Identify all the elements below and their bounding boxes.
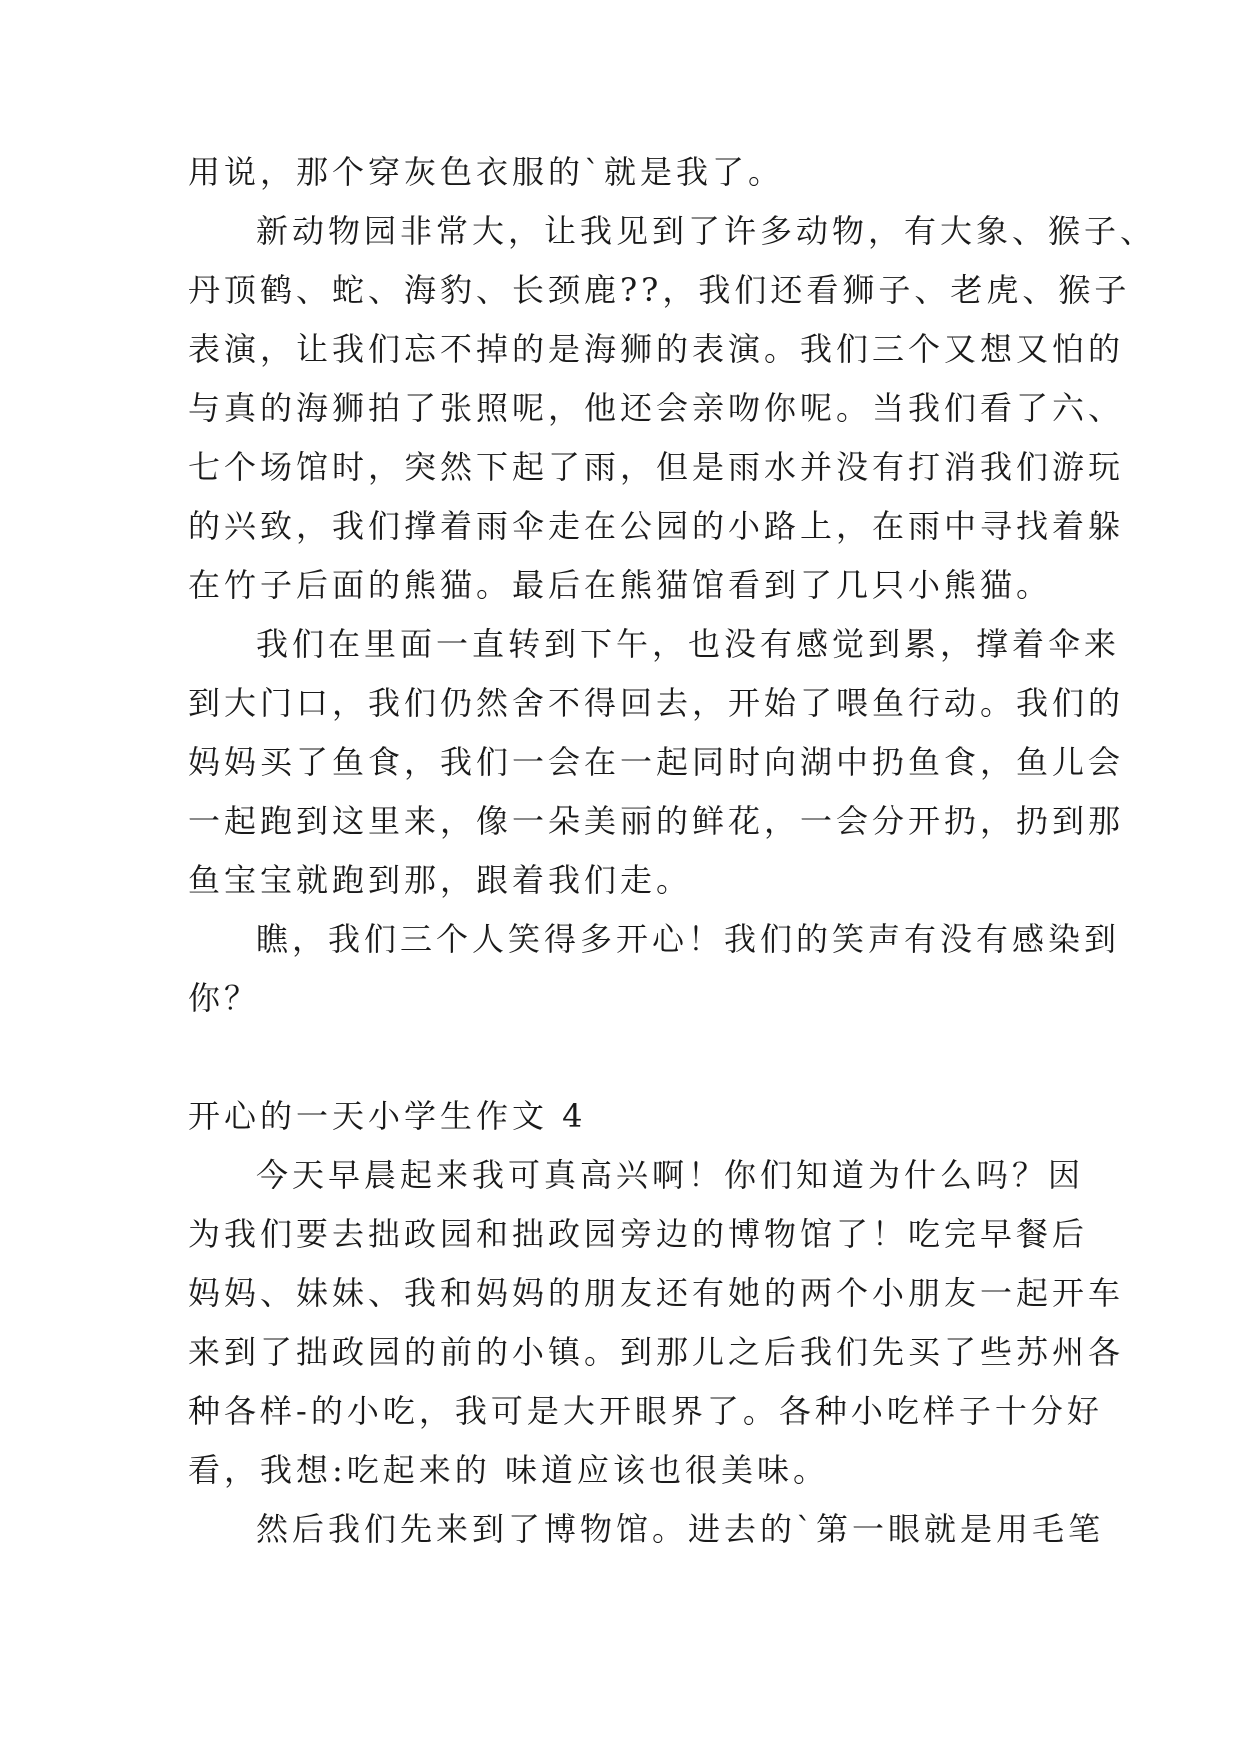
paragraph-first-line: 我们在里面一直转到下午，也没有感觉到累，撑着伞来 — [256, 625, 1121, 663]
text-line: 到大门口，我们仍然舍不得回去，开始了喂鱼行动。我们的 — [188, 684, 1125, 722]
text-line: 丹顶鹤、蛇、海豹、长颈鹿??，我们还看狮子、老虎、猴子 — [188, 271, 1131, 309]
paragraph-first-line: 瞧，我们三个人笑得多开心！我们的笑声有没有感染到 — [256, 920, 1121, 958]
text-line: 鱼宝宝就跑到那，跟着我们走。 — [188, 861, 693, 899]
paragraph-first-line: 今天早晨起来我可真高兴啊！你们知道为什么吗？因 — [256, 1156, 1085, 1194]
text-line: 与真的海狮拍了张照呢，他还会亲吻你呢。当我们看了六、 — [188, 389, 1125, 427]
text-line: 来到了拙政园的前的小镇。到那儿之后我们先买了些苏州各 — [188, 1333, 1125, 1371]
text-line: 在竹子后面的熊猫。最后在熊猫馆看到了几只小熊猫。 — [188, 566, 1053, 604]
paragraph-first-line: 然后我们先来到了博物馆。进去的`第一眼就是用毛笔 — [256, 1510, 1105, 1548]
text-line: 妈妈买了鱼食，我们一会在一起同时向湖中扔鱼食，鱼儿会 — [188, 743, 1125, 781]
text-line: 七个场馆时，突然下起了雨，但是雨水并没有打消我们游玩 — [188, 448, 1125, 486]
text-line: 一起跑到这里来，像一朵美丽的鲜花，一会分开扔，扔到那 — [188, 802, 1125, 840]
text-line: 看，我想:吃起来的 味道应该也很美味。 — [188, 1451, 829, 1489]
text-line: 妈妈、妹妹、我和妈妈的朋友还有她的两个小朋友一起开车 — [188, 1274, 1125, 1312]
text-line: 种各样-的小吃，我可是大开眼界了。各种小吃样子十分好 — [188, 1392, 1103, 1430]
section-heading: 开心的一天小学生作文 4 — [188, 1097, 587, 1135]
text-line: 为我们要去拙政园和拙政园旁边的博物馆了！吃完早餐后 — [188, 1215, 1089, 1253]
text-line: 的兴致，我们撑着雨伞走在公园的小路上，在雨中寻找着躲 — [188, 507, 1125, 545]
text-line: 表演，让我们忘不掉的是海狮的表演。我们三个又想又怕的 — [188, 330, 1125, 368]
text-line: 你？ — [188, 979, 261, 1017]
paragraph-first-line: 新动物园非常大，让我见到了许多动物，有大象、猴子、 — [256, 212, 1157, 250]
text-line: 用说，那个穿灰色衣服的`就是我了。 — [188, 153, 785, 191]
